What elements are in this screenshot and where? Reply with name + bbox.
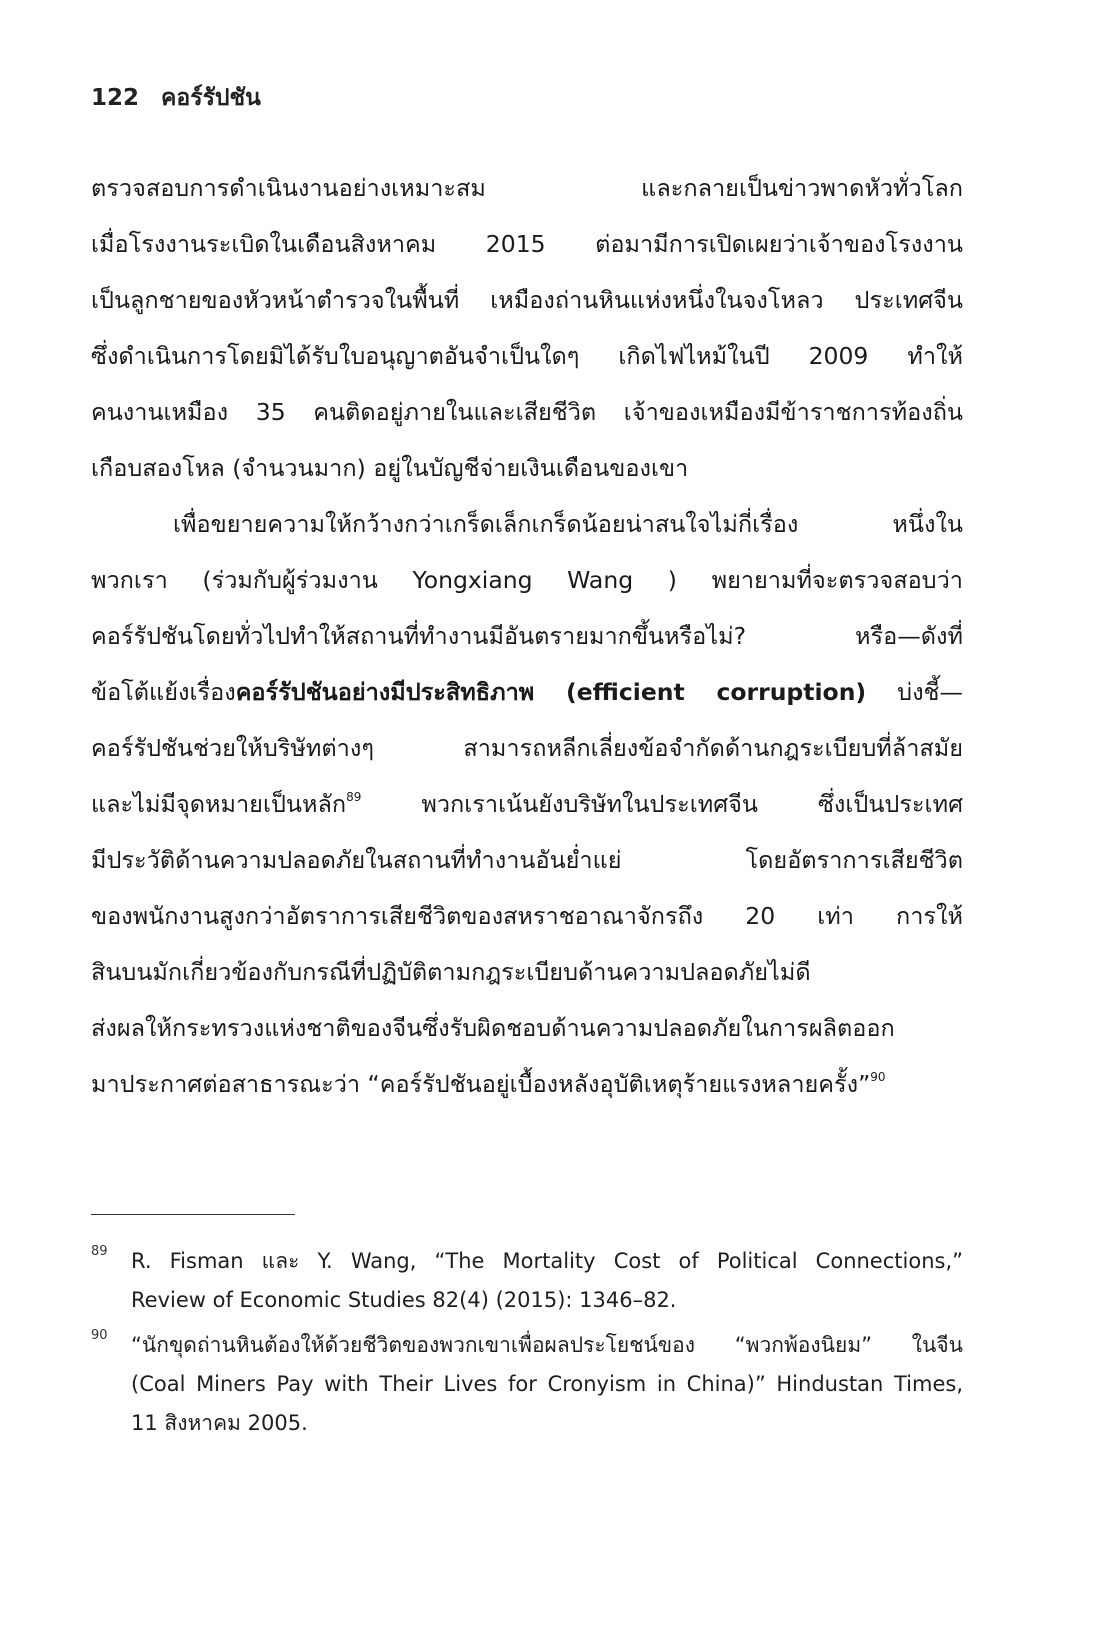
body-line: เกือบสองโหล (จำนวนมาก) อยู่ในบัญชีจ่ายเงินเดือนของเขา [91,454,689,482]
footnote-reference: 89 [346,790,362,804]
footnote-text [131,1242,963,1320]
body-line: ส่งผลให้กระทรวงแห่งชาติของจีนซึ่งรับผิดชอบด้านความปลอดภัยในการผลิตออก [91,1014,895,1042]
body-line: เมื่อโรงงานระเบิดในเดือนสิงหาคม 2015 ต่อมามีการเปิดเผยว่าเจ้าของโรงงาน [91,230,963,258]
footnote-line: (Coal Miners Pay with Their Lives for Cronyism in China)” Hindustan Times, [131,1372,963,1396]
key-term-bold: คอร์รัปชันอย่างมีประสิทธิภาพ (efficient corruption) [235,678,867,706]
footnote-reference: 90 [870,1070,886,1084]
footnote-separator [91,1214,295,1215]
body-line: เพื่อขยายความให้กว้างกว่าเกร็ดเล็กเกร็ดน้อยน่าสนใจไม่กี่เรื่อง หนึ่งใน [173,510,963,538]
body-line: พวกเรา (ร่วมกับผู้ร่วมงาน Yongxiang Wang ) พยายามที่จะตรวจสอบว่า [91,566,963,594]
footnote-line: Review of Economic Studies 82(4) (2015): 1346–82. [131,1288,677,1312]
body-line: ของพนักงานสูงกว่าอัตราการเสียชีวิตของสหราชอาณาจักรถึง 20 เท่า การให้ [91,902,963,930]
body-line: มีประวัติด้านความปลอดภัยในสถานที่ทำงานอันย่ำแย่ โดยอัตราการเสียชีวิต [91,846,963,874]
body-line: สินบนมักเกี่ยวข้องกับกรณีที่ปฏิบัติตามกฎระเบียบด้านความปลอดภัยไม่ดี [91,958,811,986]
body-line: คอร์รัปชันช่วยให้บริษัทต่างๆ สามารถหลีกเลี่ยงข้อจำกัดด้านกฎระเบียบที่ล้าสมัย [91,734,963,762]
body-line [91,776,963,832]
body-line: ตรวจสอบการดำเนินงานอย่างเหมาะสม และกลายเป็นข่าวพาดหัวทั่วโลก [91,174,963,202]
body-line [91,664,963,720]
body-line [91,1056,963,1112]
body-line: คนงานเหมือง 35 คนติดอยู่ภายในและเสียชีวิต เจ้าของเหมืองมีข้าราชการท้องถิ่น [91,398,963,426]
book-title: คอร์รัปชัน [161,85,261,111]
body-text-segment: มาประกาศต่อสาธารณะว่า “คอร์รัปชันอยู่เบื้องหลังอุบัติเหตุร้ายแรงหลายครั้ง” [91,1070,871,1098]
footnote-text [131,1326,963,1443]
body-text-segment: ข้อโต้แย้งเรื่อง [91,678,236,706]
running-head [91,80,261,116]
footnote-line: “นักขุดถ่านหินต้องให้ด้วยชีวิตของพวกเขาเพื่อผลประโยชน์ของ “พวกพ้องนิยม” ในจีน [131,1333,963,1357]
footnote-number: 89 [91,1244,108,1259]
footnote-line: 11 สิงหาคม 2005. [131,1411,308,1435]
body-line: เป็นลูกชายของหัวหน้าตำรวจในพื้นที่ เหมืองถ่านหินแห่งหนึ่งในจงโหลว ประเทศจีน [91,286,963,314]
body-text-segment: พวกเราเน้นยังบริษัทในประเทศจีน ซึ่งเป็นประเทศ [361,790,963,818]
page-number: 122 [91,85,140,111]
body-line: ซึ่งดำเนินการโดยมิได้รับใบอนุญาตอันจำเป็นใดๆ เกิดไฟไหม้ในปี 2009 ทำให้ [91,342,963,370]
footnote-number: 90 [91,1328,108,1343]
body-line: คอร์รัปชันโดยทั่วไปทำให้สถานที่ทำงานมีอันตรายมากขึ้นหรือไม่? หรือ—ดังที่ [91,622,963,650]
body-text-segment: และไม่มีจุดหมายเป็นหลัก [91,790,347,818]
body-text [91,160,963,1112]
footnote-line: R. Fisman และ Y. Wang, “The Mortality Cost of Political Connections,” [131,1249,963,1273]
body-text-segment: บ่งชี้— [866,678,963,706]
